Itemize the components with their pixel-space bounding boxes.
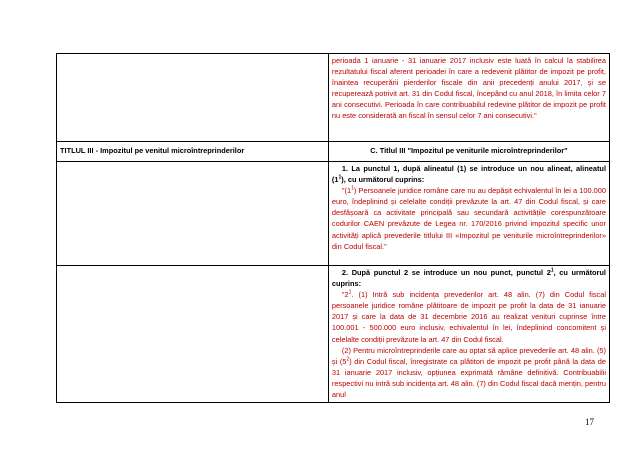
paragraph: "$(1^1)$ Persoanele juridice române care nu au depășit echivalentul în lei a 100.000 euro, îndeplinind și celelalte condiții prevăzute la art. 47 din Codul fiscal, și care desfășoară ca activitate principală sau secundară activitățile corespunzătoare codurilor CAEN prevăzute de Legea nr. 170/2016 privind impozitul specific unor activități aplică prevederile titlului III «Impozitul pe veniturile microîntreprinderilor» din Codul fiscal." <box>331 185 606 251</box>
table-row <box>57 266 610 403</box>
paragraph: perioada 1 ianuarie - 31 ianuarie 2017 inclusiv este luată în calcul la stabilirea rezultatului fiscal aferent perioadei în care a redevenit plătitor de impozit pe profit, înaintea recuperării pierderilor fiscale din anii precedenți anului 2017, și se recuperează potrivit art. 31 din Codul fiscal, începând cu anul 2018, în limita celor 7 ani consecutivi. Perioada în care contribuabilul redevine plătitor de impozit pe profit nu este considerată an fiscal în sensul celor 7 ani consecutivi." <box>331 56 606 121</box>
table-row <box>57 162 610 266</box>
left-cell-empty <box>57 54 329 142</box>
left-title-cell <box>57 142 329 162</box>
amendment-heading: 2. După punctul 2 se introduce un nou punct, punctul $2^1$, cu următorul cuprins: <box>331 267 606 289</box>
right-cell-text <box>328 54 609 142</box>
title-left: TITLUL III - Impozitul pe venitul microîntreprinderilor <box>60 146 245 156</box>
table-row <box>57 54 610 142</box>
right-cell-text <box>328 266 609 403</box>
table-row <box>57 142 610 162</box>
comparison-table <box>56 53 610 403</box>
right-cell-text <box>328 162 609 266</box>
title-right: C. Titlul III "Impozitul pe veniturile microîntreprinderilor" <box>370 146 568 156</box>
paragraph: (2) Pentru microîntreprinderile care au optat să aplice prevederile art. 48 alin. (5) și $(5^2)$ din Codul fiscal, înregistrate ca plătitori de impozit pe profit până la data de 31 ianuarie 2017 inclusiv, opțiunea exprimată rămâne definitivă. Contribuabilii respectivi nu intră sub incidența art. 48 alin. (7) din Codul fiscal dacă mențin, pentru anul <box>331 345 606 400</box>
left-cell-empty <box>57 162 329 266</box>
amendment-heading: 1. La punctul 1, după alineatul (1) se introduce un nou alineat, alineatul $(1^1)$, cu următorul cuprins: <box>331 164 606 185</box>
right-title-cell <box>328 142 609 162</box>
left-cell-empty <box>57 266 329 403</box>
paragraph: "$2^1$. (1) Intră sub incidența prevederilor art. 48 alin. (7) din Codul fiscal persoanele juridice române plătitoare de impozit pe profit la data de 31 ianuarie 2017 și care la data de 31 decembrie 2016 au realizat venituri cuprinse între 100.001 - 500.000 euro inclusiv, echivalentul în lei, îndeplinind concomitent și celelalte condiții prevăzute la art. 47 din Codul fiscal. <box>331 289 606 344</box>
page-number: 17 <box>585 417 594 427</box>
